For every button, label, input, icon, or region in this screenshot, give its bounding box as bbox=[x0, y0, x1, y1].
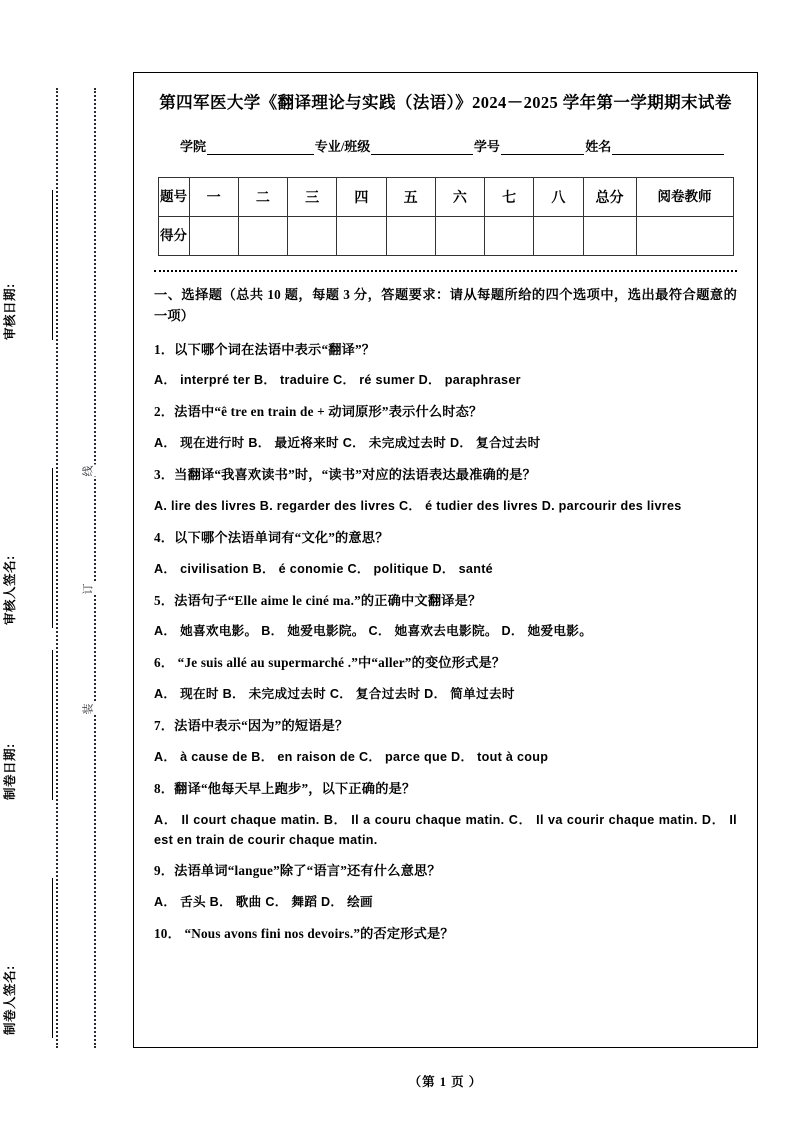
question-4-options[interactable]: A． civilisation B． é conomie C． politique D． santé bbox=[154, 561, 493, 576]
question-7-options[interactable]: A． à cause de B． en raison de C． parce que D． tout à coup bbox=[154, 749, 549, 764]
college-input[interactable] bbox=[207, 141, 314, 155]
question-3-stem: 3．当翻译“我喜欢读书”时，“读书”对应的法语表达最准确的是？ bbox=[154, 467, 537, 483]
student-id-input[interactable] bbox=[501, 141, 584, 155]
side-label-reviewer-sign: 审核人签名: bbox=[3, 555, 17, 625]
question-10-stem: 10． “Nous avons fini nos devoirs.”的否定形式是？ bbox=[154, 926, 454, 942]
score-col-7: 七 bbox=[485, 177, 534, 216]
score-table bbox=[158, 177, 734, 256]
score-table-head-question-no: 题号 bbox=[158, 177, 189, 216]
college-label: 学院 bbox=[180, 138, 207, 154]
score-col-total: 总分 bbox=[583, 177, 636, 216]
binding-margin bbox=[0, 0, 133, 1122]
table-row-scores bbox=[158, 216, 733, 255]
binding-word-zhuang: 装 bbox=[81, 703, 98, 715]
page-footer: （第 1 页 ） bbox=[408, 1075, 483, 1089]
side-label-producer-sign: 制卷人签名: bbox=[3, 965, 17, 1035]
score-cell-total[interactable] bbox=[583, 216, 636, 255]
score-cell-1[interactable] bbox=[189, 216, 238, 255]
score-cell-7[interactable] bbox=[485, 216, 534, 255]
score-cell-6[interactable] bbox=[435, 216, 484, 255]
score-col-5: 五 bbox=[386, 177, 435, 216]
student-id-label: 学号 bbox=[473, 138, 500, 154]
question-6-stem: 6． “Je suis allé au supermarché .”中“aller”的变位形式是？ bbox=[154, 655, 506, 671]
binding-word-ding: 订 bbox=[81, 583, 98, 595]
score-col-4: 四 bbox=[337, 177, 386, 216]
question-9-stem: 9．法语单词“langue”除了“语言”还有什么意思？ bbox=[154, 863, 441, 879]
major-class-input[interactable] bbox=[371, 141, 473, 155]
question-9-options[interactable]: A． 舌头 B． 歌曲 C． 舞蹈 D． 绘画 bbox=[154, 895, 373, 910]
question-2-stem: 2．法语中“ê tre en train de + 动词原形”表示什么时态？ bbox=[154, 404, 483, 420]
score-col-8: 八 bbox=[534, 177, 583, 216]
score-cell-2[interactable] bbox=[238, 216, 287, 255]
binding-dotted-line-outer bbox=[56, 88, 58, 1048]
score-col-teacher: 阅卷教师 bbox=[636, 177, 733, 216]
score-col-3: 三 bbox=[288, 177, 337, 216]
student-name-label: 姓名 bbox=[585, 138, 612, 154]
question-5-stem: 5．法语句子“Elle aime le ciné ma.”的正确中文翻译是？ bbox=[154, 592, 482, 608]
section-divider bbox=[154, 270, 737, 272]
questions-container bbox=[154, 285, 737, 945]
question-2-options[interactable]: A． 现在进行时 B． 最近将来时 C． 未完成过去时 D． 复合过去时 bbox=[154, 436, 541, 451]
score-cell-8[interactable] bbox=[534, 216, 583, 255]
score-col-2: 二 bbox=[238, 177, 287, 216]
question-6-options[interactable]: A． 现在时 B． 未完成过去时 C． 复合过去时 D． 简单过去时 bbox=[154, 687, 515, 702]
page-title: 第四军医大学《翻译理论与实践（法语）》2024－2025 学年第一学期期末试卷 bbox=[159, 93, 732, 112]
side-label-produce-date: 制卷日期: bbox=[3, 743, 17, 800]
side-rule-2 bbox=[52, 468, 53, 628]
side-rule-3 bbox=[52, 650, 53, 800]
table-row-question-numbers bbox=[158, 177, 733, 216]
binding-word-line: 线 bbox=[81, 465, 98, 477]
question-1-options[interactable]: A． interpré ter B． traduire C． ré sumer D． paraphraser bbox=[154, 373, 521, 388]
side-rule-4 bbox=[52, 878, 53, 1038]
question-8-stem: 8．翻译“他每天早上跑步”，以下正确的是？ bbox=[154, 780, 416, 796]
question-3-options[interactable]: A. lire des livres B. regarder des livres C． é tudier des livres D. parcourir des livres bbox=[154, 498, 682, 513]
side-rule-1 bbox=[52, 190, 53, 340]
score-cell-5[interactable] bbox=[386, 216, 435, 255]
section-heading: 一、选择题（总共 10 题，每题 3 分，答题要求：请从每题所给的四个选项中，选出最符合题意的一项） bbox=[154, 286, 737, 323]
question-8-options[interactable]: A． Il court chaque matin. B． Il a couru chaque matin. C． Il va courir chaque matin. D． Il est en train de courir chaque matin. bbox=[154, 812, 737, 847]
score-col-6: 六 bbox=[435, 177, 484, 216]
major-class-label: 专业/班级 bbox=[314, 138, 371, 154]
score-cell-4[interactable] bbox=[337, 216, 386, 255]
binding-dotted-line-inner bbox=[94, 88, 96, 1048]
score-cell-teacher[interactable] bbox=[636, 216, 733, 255]
student-name-input[interactable] bbox=[612, 141, 724, 155]
student-info-line bbox=[180, 136, 725, 155]
score-cell-3[interactable] bbox=[288, 216, 337, 255]
exam-paper-body bbox=[133, 72, 758, 1048]
score-table-head-score: 得分 bbox=[158, 216, 189, 255]
question-1-stem: 1．以下哪个词在法语中表示“翻译”？ bbox=[154, 341, 376, 357]
side-label-review-date: 审核日期: bbox=[3, 283, 17, 340]
question-4-stem: 4．以下哪个法语单词有“文化”的意思？ bbox=[154, 529, 389, 545]
question-5-options[interactable]: A． 她喜欢电影。 B． 她爱电影院。 C． 她喜欢去电影院。 D． 她爱电影。 bbox=[154, 624, 593, 639]
score-col-1: 一 bbox=[189, 177, 238, 216]
question-7-stem: 7．法语中表示“因为”的短语是？ bbox=[154, 718, 349, 734]
